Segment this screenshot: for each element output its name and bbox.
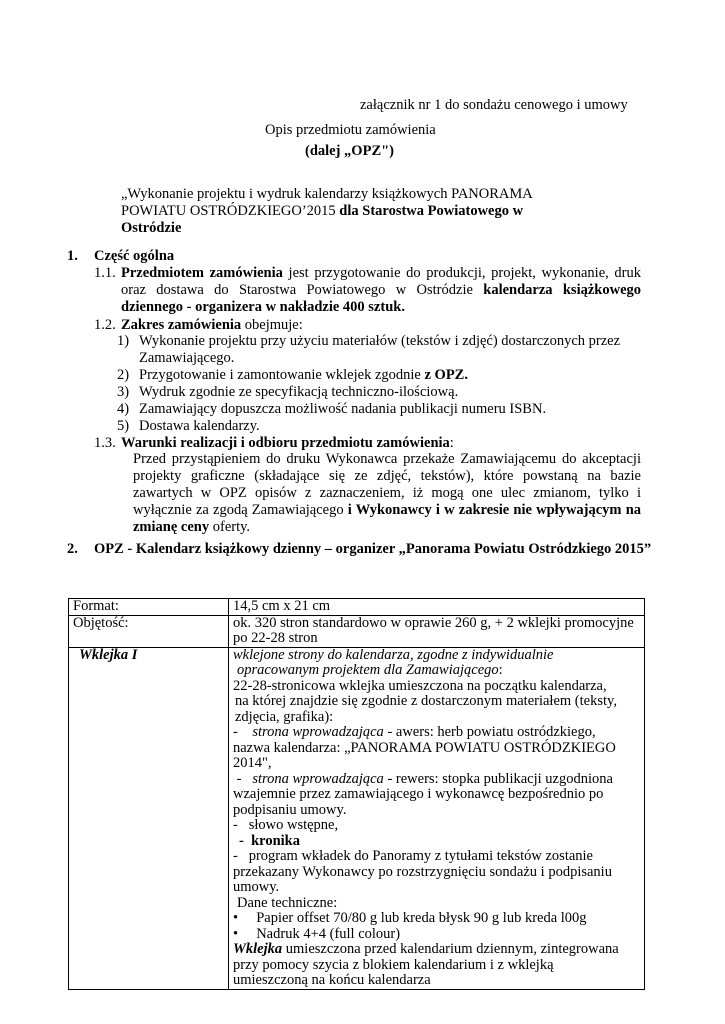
insert-bullet-program: - program wkładek do Panoramy z tytułami tekstów zostanie <box>233 848 593 864</box>
insert-bullet-foreword: - słowo wstępne, <box>233 817 339 833</box>
insert-line: podpisaniu umowy. <box>233 801 347 818</box>
insert-final-1: Wklejka umieszczona przed kalendarium dziennym, zintegrowana <box>233 941 619 957</box>
p12-item-5: Dostawa kalendarzy. <box>139 418 260 434</box>
p12-item-5-num: 5) <box>117 418 130 434</box>
insert-intro-2: opracowanym projektem dla Zamawiającego: <box>237 662 503 678</box>
p13-heading: Warunki realizacji i odbioru przedmiotu zamówienia: <box>121 435 454 451</box>
document-subtitle: (dalej „OPZ") <box>305 143 394 159</box>
insert-line: umowy. <box>233 879 280 895</box>
insert-tech-heading: Dane techniczne: <box>237 894 338 911</box>
p12-item-3-num: 3) <box>117 384 130 400</box>
insert-tech-print: • Nadruk 4+4 (full colour) <box>233 925 401 942</box>
insert-line: 2014", <box>233 755 272 771</box>
insert-line: zdjęcia, grafika): <box>235 708 334 725</box>
bullet-icon: • <box>233 910 239 926</box>
insert-line: nazwa kalendarza: „PANORAMA POWIATU OSTRÓDZKIEGO <box>233 739 616 756</box>
insert-bullet-chronicle: - kronika <box>239 832 300 849</box>
document-title: Opis przedmiotu zamówienia <box>265 122 436 138</box>
p12-item-2-num: 2) <box>117 367 130 383</box>
p12-item-1: Wykonanie projektu przy użyciu materiałów (tekstów i zdjęć) dostarczonych przez Zamawiającego. <box>139 333 621 366</box>
insert-final-3: umieszczoną na końcu kalendarza <box>233 972 431 988</box>
p13-number: 1.3. <box>94 435 116 451</box>
task-title: „Wykonanie projektu i wydruk kalendarzy książkowych PANORAMA POWIATU OSTRÓDZKIEGO’2015 dla Starostwa Powiatowego w Ostródzie <box>121 186 532 236</box>
row-value-format: 14,5 cm x 21 cm <box>229 599 645 616</box>
p11-number: 1.1. <box>94 265 116 281</box>
table-row <box>69 615 645 647</box>
insert-bullet-awers: - strona wprowadzająca - awers: herb powiatu ostródzkiego, <box>233 724 596 740</box>
insert-line: na której znajdzie się zgodnie z dostarczonym materiałem (teksty, <box>235 693 617 709</box>
insert-bullet-rewers: - strona wprowadzająca - rewers: stopka publikacji uzgodniona <box>236 770 613 787</box>
p12-item-2: Przygotowanie i zamontowanie wklejek zgodnie z OPZ. <box>139 367 468 383</box>
section-2-title: OPZ - Kalendarz książkowy dzienny – organizer „Panorama Powiatu Ostródzkiego 2015” <box>94 541 652 557</box>
spec-table <box>68 598 645 990</box>
insert-line: 22-28-stronicowa wklejka umieszczona na początku kalendarza, <box>233 677 607 694</box>
insert-final-2: przy pomocy szycia z blokiem kalendarium i z wklejką <box>233 956 554 973</box>
section-1-title: Część ogólna <box>94 248 175 264</box>
p11-text: Przedmiotem zamówienia jest przygotowanie do produkcji, projekt, wykonanie, druk oraz dostawa do Starostwa Powiatowego w Ostródzie kalendarza książkowego dziennego - organizera w nakładzie 400 sztuk. <box>121 265 642 315</box>
row-label-format: Format: <box>69 599 229 616</box>
p13-body: Przed przystąpieniem do druku Wykonawca przekaże Zamawiającemu do akceptacji projekty graficzne (składające się ze zdjęć, tekstów), które powstaną na bazie zawartych w OPZ opisów z zaznaczeniem, iż mogą one ulec zmianom, tylko i wyłącznie za zgodą Zamawiającego i Wykonawcy i w zakresie nie wpływającym na zmianę ceny oferty. <box>133 451 642 535</box>
row-label-volume: Objętość: <box>69 615 229 647</box>
bullet-icon: • <box>233 925 239 942</box>
row-label-insert: Wklejka I <box>69 647 229 989</box>
table-row <box>69 599 645 616</box>
p12-item-4-num: 4) <box>117 401 130 417</box>
row-value-insert <box>229 647 645 989</box>
table-row <box>69 647 645 989</box>
p12-heading: Zakres zamówienia obejmuje: <box>121 317 303 333</box>
insert-tech-paper: • Papier offset 70/80 g lub kreda błysk 90 g lub kreda l00g <box>233 910 587 926</box>
p12-item-1-num: 1) <box>117 333 130 349</box>
insert-line: wzajemnie przez zamawiającego i wykonawcę bezpośrednio po <box>233 786 604 802</box>
p12-item-4: Zamawiający dopuszcza możliwość nadania publikacji numeru ISBN. <box>139 401 547 417</box>
insert-line: przekazany Wykonawcy po rozstrzygnięciu sondażu i podpisaniu <box>233 863 612 880</box>
section-1-number: 1. <box>67 248 78 264</box>
section-2-heading <box>67 541 657 558</box>
section-2-number: 2. <box>67 541 78 557</box>
p12-item-3: Wydruk zgodnie ze specyfikacją techniczno-ilościową. <box>139 384 459 400</box>
row-value-volume: ok. 320 stron standardowo w oprawie 260 g, + 2 wklejki promocyjne po 22-28 stron <box>229 615 645 647</box>
insert-intro-1: wklejone strony do kalendarza, zgodne z indywidualnie <box>233 646 554 663</box>
attachment-note: załącznik nr 1 do sondażu cenowego i umowy <box>360 97 628 113</box>
p12-number: 1.2. <box>94 317 116 333</box>
